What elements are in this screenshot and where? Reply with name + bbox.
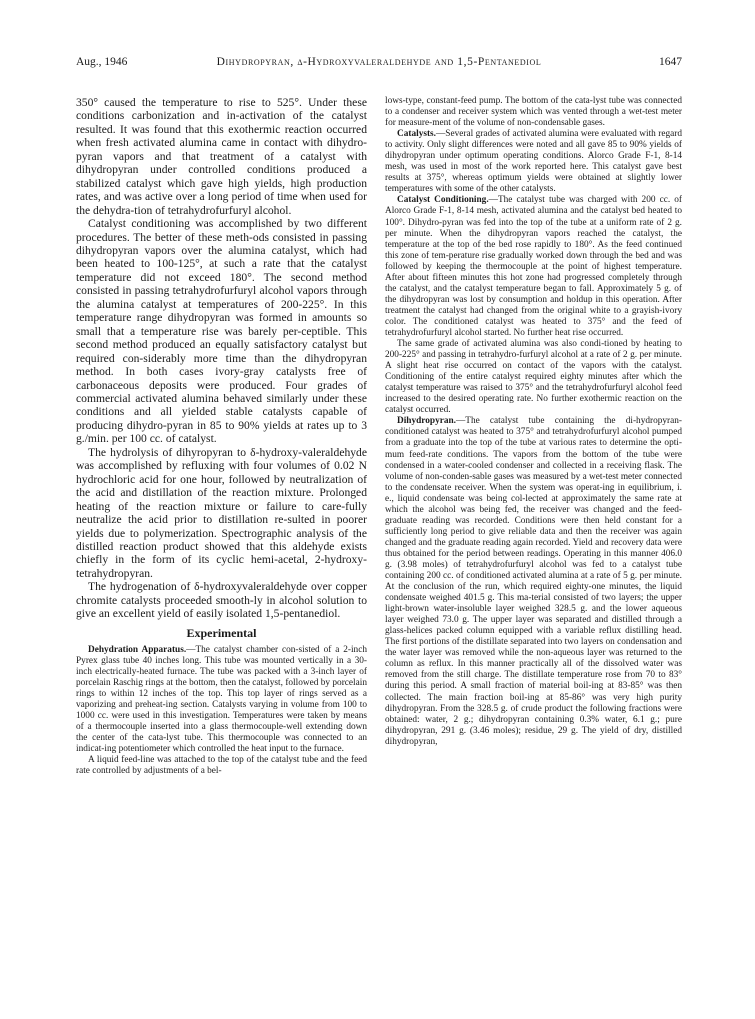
paragraph-text: —The catalyst tube containing the di-hydropyran-conditioned catalyst was heated to 375° and tetrahydrofurfuryl alcohol pumped from a graduate into the top of the tube at various rates to determine the opti-mum feed-rate conditions. The vapors from the bottom of the tube were condensed in a water-cooled condenser and collected in a receiving flask. The volume of non-conden-sable gases was measured by a wet-test meter connected to the condensate receiver. When the system was operat-ing in equilibrium, i. e., liquid condensate was being col-lected at approximately the same rate at which the alcohol was being fed, the receiver was changed and the feed-graduate reading was recorded. Conditions were then held constant for a sufficiently long period to give reliable data and then the receiver was again changed and the graduate reading again recorded. Yield and recovery data were thus obtained for the period between readings. Operating in this manner 406.0 g. (3.98 moles) of tetrahydrofurfuryl alcohol was fed to a catalyst tube containing 200 cc. of conditioned activated alumina at a rate of 5 g. per minute. At the conclusion of the run, which required eighty-one minutes, the liquid condensate weighed 401.5 g. This ma-terial consisted of two layers; the upper light-brown water-insoluble layer weighed 328.5 g. and the lower aqueous layer weighed 73.0 g. The upper layer was separated and distilled through a glass-helices packed column equipped with a variable reflux distilling head. The first portions of the distillate separated into two layers on condensation and the water layer was removed while the non-aqueous layer was returned to the column as reflux. In this manner practically all of the dissolved water was removed from the still charge. The distillate temperature rose from 70 to 83° during this period. A small fraction of material boil-ing at 83-85° was then collected. The main fraction boil-ing at 85-86° was very high purity dihydropyran. From the 328.5 g. of crude product the following fractions were obtained: water, 2 g.; dihydropyran containing 0.3% water, 6.1 g.; pure dihydropyran, 291 g. (3.46 moles); residue, 29 g. The yield of dry, distilled dihydropyran, <box>385 416 682 747</box>
page-number: 1647 <box>659 56 682 68</box>
paragraph <box>385 416 682 747</box>
run-in-heading: Dehydration Apparatus. <box>88 644 187 655</box>
paragraph-text: —The catalyst chamber con-sisted of a 2-inch Pyrex glass tube 40 inches long. This tube was mounted vertically in a 30-inch electrically-heated furnace. The tube was packed with a 3-inch layer of porcelain Raschig rings at the bottom, then the catalyst, followed by porcelain rings to within 12 inches of the top. This top layer of rings served as a vaporizing and preheat-ing section. Catalysts varying in volume from 100 to 1000 cc. were used in this investigation. Temperatures were taken by means of a thermocouple inserted into a glass thermocouple-well extending down the center of the cata-lyst tube. This thermocouple was connected to an indicat-ing potentiometer which controlled the heat input to the furnace. <box>76 644 367 755</box>
paragraph: lows-type, constant-feed pump. The bottom of the cata-lyst tube was connected to a condenser and receiver system which was vented through a wet-test meter for measure-ment of the volume of non-condensable gases. <box>385 96 682 129</box>
header-title: Dihydropyran, δ-Hydroxyvaleraldehyde and 1,5-Pentanediol <box>216 56 542 68</box>
section-heading-experimental: Experimental <box>186 625 257 640</box>
paragraph: Catalyst conditioning was accomplished by two different procedures. The better of these meth-ods consisted in passing dihydropyran vapors over the alumina catalyst, which had been heated to 100-125°, at such a rate that the catalyst temperature did not exceed 180°. The second method consisted in passing tetrahydrofurfuryl alcohol vapors through the alumina catalyst at temperatures of 200-225°. In this temperature range dihydropyran was formed in amounts so small that a temperature rise was barely per-ceptible. This second method produced an equally satisfactory catalyst but required con-siderably more time than the dihydropyran method. In both cases ivory-gray catalysts free of carbonaceous deposits were produced. Four grades of commercial activated alumina behaved similarly under these conditions and all yielded stable catalysts capable of producing dihydro-pyran in 85 to 90% yields at rates up to 3 g./min. per 100 cc. of catalyst. <box>76 217 367 446</box>
paragraph: The hydrogenation of δ-hydroxyvaleraldehyde over copper chromite catalysts proceeded smooth-ly in alcohol solution to give an excellent yield of easily isolated 1,5-pentanediol. <box>76 580 367 621</box>
paragraph: A liquid feed-line was attached to the top of the catalyst tube and the feed rate controlled by adjustments of a bel- <box>76 755 367 777</box>
run-in-heading: Catalysts. <box>397 129 436 140</box>
paragraph <box>385 195 682 339</box>
paragraph <box>76 645 367 755</box>
paragraph: The same grade of activated alumina was also condi-tioned by heating to 200-225° and passing in tetrahydro-furfuryl alcohol at a rate of 2 g. per minute. A slight heat rise occurred on contact of the vapors with the catalyst. Conditioning of the entire catalyst required eighty minutes after which the catalyst temperature was raised to 375° and the tetrahydrofurfuryl alcohol feed increased to the desired operating rate. No further exothermic reaction on the catalyst occurred. <box>385 339 682 416</box>
paragraph: The hydrolysis of dihyropyran to δ-hydroxy-valeraldehyde was accomplished by refluxing with four volumes of 0.02 N hydrochloric acid for one hour, followed by neutralization of the acid and distillation of the reaction mixture. Prolonged heating of the reaction mixture or failure to care-fully neutralize the acid prior to distillation re-sulted in poorer yields due to polymerization. Spectrographic analysis of the distilled reaction product showed that this aldehyde exists chiefly in the form of its cyclic hemi-acetal, 2-hydroxy-tetrahydropyran. <box>76 445 367 580</box>
left-column <box>76 96 367 777</box>
right-column <box>385 96 682 748</box>
run-in-heading: Dihydropyran. <box>397 416 456 427</box>
paragraph-text: —The catalyst tube was charged with 200 cc. of Alorco Grade F-1, 8-14 mesh, activated alumina and the catalyst bed heated to 100°. Dihydro-pyran was fed into the top of the tube at a uniform rate of 2 g. per minute. When the dihydropyran vapors reached the catalyst, the temperature at the top of the bed rose rapidly to 180°. As the feed continued this zone of tem-perature rise gradually worked down through the bed and was followed by keeping the thermocouple at the point of highest temperature. After about fifteen minutes this hot zone had progressed completely through the catalyst, and the catalyst temperature began to fall. Approximately 5 g. of the dihydropyran was lost by consumption and holdup in this operation. After treatment the catalyst had changed from the original white to a grayish-ivory color. The conditioned catalyst was heated to 375° and the feed of tetrahydrofurfuryl alcohol started. No further heat rise occurred. <box>385 195 682 338</box>
header-date: Aug., 1946 <box>76 56 128 68</box>
paragraph: 350° caused the temperature to rise to 525°. Under these conditions carbonization and in-activation of the catalyst resulted. It was found that this exothermic reaction occurred when fresh activated alumina came in contact with dihydro-pyran vapors and that treatment of a catalyst with dihydropyran under controlled conditions produced a stabilized catalyst which gave high yields, high production rates, and was active over a long period of time when used for the dehydra-tion of tetrahydrofurfuryl alcohol. <box>76 96 367 217</box>
paragraph-text: —Several grades of activated alumina were evaluated with regard to activity. Only slight differences were noted and all gave 85 to 90% yields of dihydropyran under optimum operating conditions. Alorco Grade F-1, 8-14 mesh, was used in most of the work reported here. This catalyst gave best results at 375°, whereas optimum yields were obtained at slightly lower temperatures with some of the other catalysts. <box>385 129 682 195</box>
running-header <box>76 56 682 72</box>
run-in-heading: Catalyst Conditioning. <box>397 195 489 206</box>
paragraph <box>385 129 682 195</box>
